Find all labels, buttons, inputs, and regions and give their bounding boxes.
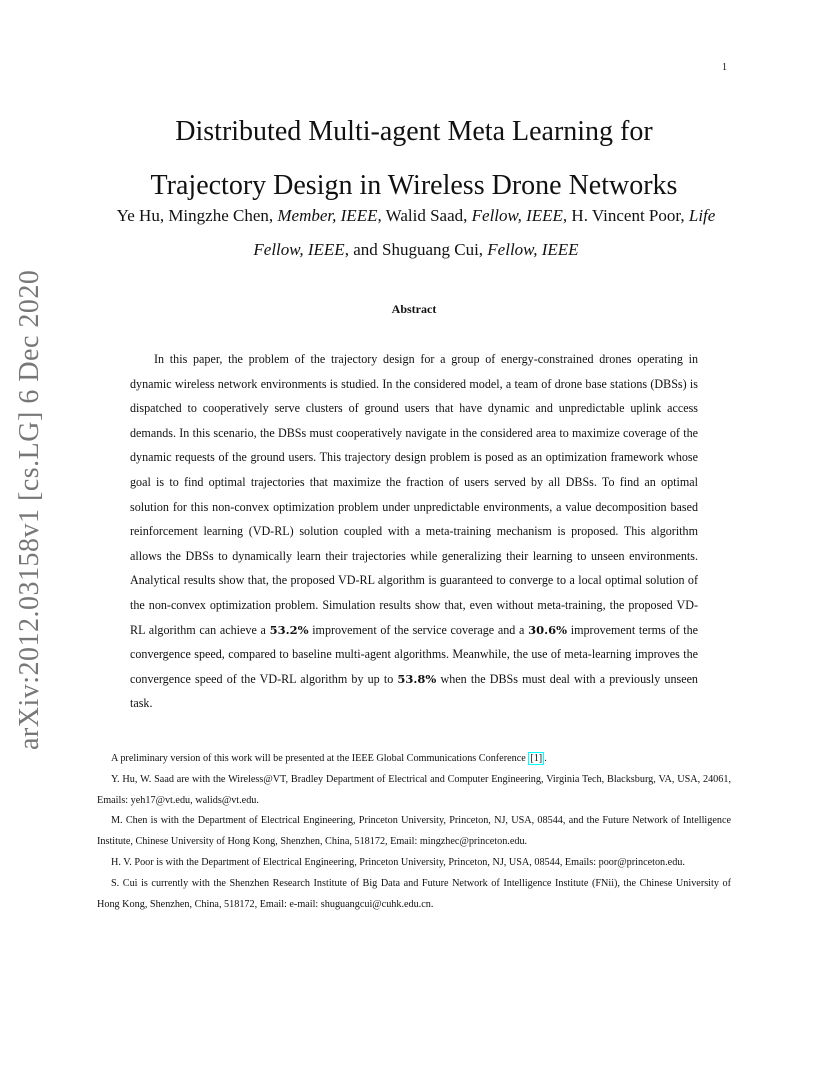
arxiv-identifier-stamp: arXiv:2012.03158v1 [cs.LG] 6 Dec 2020 (14, 269, 45, 750)
title-line-1: Distributed Multi-agent Meta Learning for (175, 115, 653, 147)
author-list (96, 199, 736, 267)
abstract-text-part-3: improvement terms of the convergence speed, compared to baseline multi-agent algorithms. Meanwhile, the use of meta-learning improves the convergence speed of the VD-RL algorithm by up to (130, 622, 698, 686)
author-group-3: , H. Vincent Poor, (562, 206, 689, 225)
footnote-preliminary-version (97, 749, 731, 770)
meta-learning-improvement-value: 53.8% (397, 671, 437, 686)
page-number: 1 (722, 62, 727, 73)
footnote-chen-affiliation: M. Chen is with the Department of Electrical Engineering, Princeton University, Princeton, NJ, USA, 08544, and the Future Network of Intelligence Institute, Chinese University of Hong Kong, Shenzhen, China, 518172, Email: mingzhec@princeton.edu. (97, 815, 731, 848)
footnotes (97, 749, 731, 915)
title-line-2: Trajectory Design in Wireless Drone Networks (150, 169, 678, 201)
footnote-poor-affiliation: H. V. Poor is with the Department of Electrical Engineering, Princeton University, Princeton, NJ, USA, 08544, Emails: poor@princeton.edu. (111, 856, 685, 868)
abstract-text-part-4: when the DBSs must deal with a previously unseen task. (130, 671, 698, 711)
author-role-3: Life Fellow, IEEE (253, 206, 716, 259)
paper-title (0, 105, 828, 213)
footnote-cui-affiliation: S. Cui is currently with the Shenzhen Research Institute of Big Data and Future Network of Intelligence Institute (FNii), the Chinese University of Hong Kong, Shenzhen, China, 518172, Email: e-mail: shuguangcui@cuhk.edu.cn. (97, 877, 731, 910)
abstract-text-part-1: In this paper, the problem of the trajectory design for a group of energy-constrained drones operating in dynamic wireless network environments is studied. In the considered model, a team of drone base stations (DBSs) is dispatched to cooperatively serve clusters of ground users that have dynamic and unpredictable uplink access demands. In this scenario, the DBSs must cooperatively navigate in the considered area to maximize coverage of the dynamic requests of the ground users. This trajectory design problem is posed as an optimization framework whose goal is to find optimal trajectories that maximize the fraction of users served by all DBSs. To find an optimal solution for this non-convex optimization problem under unpredictable environments, a value decomposition based reinforcement learning (VD-RL) solution coupled with a meta-training mechanism is proposed. This algorithm allows the DBSs to dynamically learn their trajectories while generalizing their learning to unseen environments. Analytical results show that, the proposed VD-RL algorithm is guaranteed to converge to a local optimal solution of the non-convex optimization problem. Simulation results show that, even without meta-training, the proposed VD-RL algorithm can achieve a (130, 352, 698, 637)
abstract-heading: Abstract (391, 302, 437, 316)
footnote-1-end: . (544, 753, 547, 764)
abstract-text-part-2: improvement of the service coverage and a (308, 622, 529, 637)
citation-link[interactable]: [1] (530, 753, 543, 764)
author-role-1: Member, IEEE (277, 206, 378, 225)
author-group-4: , and Shuguang Cui, (344, 240, 488, 259)
author-group-2: , Walid Saad, (377, 206, 472, 225)
convergence-improvement-value: 30.6% (528, 622, 568, 637)
abstract-text (130, 347, 698, 716)
author-role-2: Fellow, IEEE (471, 206, 563, 225)
coverage-improvement-value: 53.2% (269, 622, 309, 637)
footnote-1-text: A preliminary version of this work will be presented at the IEEE Global Communications Conference (111, 753, 529, 764)
author-group-1: Ye Hu, Mingzhe Chen, (116, 206, 278, 225)
author-role-4: Fellow, IEEE (487, 240, 579, 259)
footnote-hu-saad-affiliation: Y. Hu, W. Saad are with the Wireless@VT, Bradley Department of Electrical and Computer Engineering, Virginia Tech, Blacksburg, VA, USA, 24061, Emails: yeh17@vt.edu, walids@vt.edu. (97, 773, 731, 806)
